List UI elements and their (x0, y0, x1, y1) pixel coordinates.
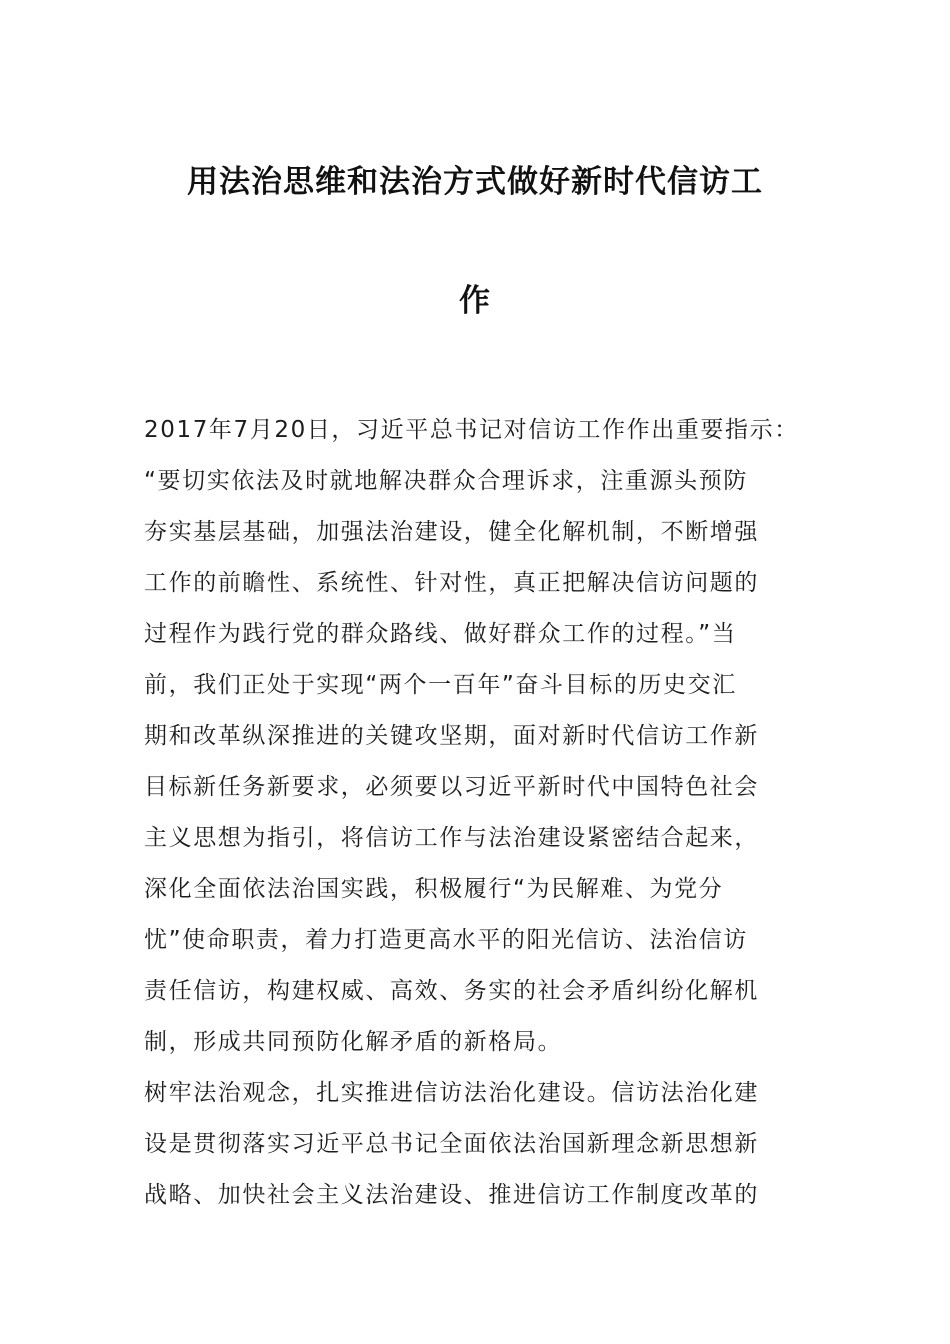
text-line: 期和改革纵深推进的关键攻坚期，面对新时代信访工作新 (144, 723, 759, 749)
text-line: 设是贯彻落实习近平总书记全面依法治国新理念新思想新 (144, 1131, 759, 1157)
text-line: 2017年7月20日，习近平总书记对信访工作作出重要指示： (144, 417, 799, 443)
text-line: 树牢法治观念，扎实推进信访法治化建设。信访法治化建 (144, 1080, 759, 1106)
text-line: 制，形成共同预防化解矛盾的新格局。 (144, 1029, 563, 1055)
text-line: 忧”使命职责，着力打造更高水平的阳光信访、法治信访 (144, 927, 748, 953)
text-line: 工作的前瞻性、系统性、针对性，真正把解决信访问题的 (144, 570, 759, 596)
document-body (144, 405, 814, 1221)
text-line: 前，我们正处于实现“两个一百年”奋斗目标的历史交汇 (144, 672, 737, 698)
paragraph-1 (144, 405, 814, 1068)
text-line: 主义思想为指引，将信访工作与法治建设紧密结合起来， (144, 825, 759, 851)
text-line: 战略、加快社会主义法治建设、推进信访工作制度改革的 (144, 1182, 759, 1208)
text-line: 目标新任务新要求，必须要以习近平新时代中国特色社会 (144, 774, 759, 800)
document-title-line-2: 作 (459, 283, 491, 319)
text-line: 深化全面依法治国实践，积极履行“为民解难、为党分 (144, 876, 724, 902)
text-line: 夯实基层基础，加强法治建设，健全化解机制，不断增强 (144, 519, 759, 545)
document-title-line-1: 用法治思维和法治方式做好新时代信访工 (187, 164, 763, 200)
paragraph-2 (144, 1068, 814, 1221)
text-line: 过程作为践行党的群众路线、做好群众工作的过程。”当 (144, 621, 737, 647)
text-line: 责任信访，构建权威、高效、务实的社会矛盾纠纷化解机 (144, 978, 759, 1004)
text-line: “要切实依法及时就地解决群众合理诉求，注重源头预防 (144, 468, 748, 494)
